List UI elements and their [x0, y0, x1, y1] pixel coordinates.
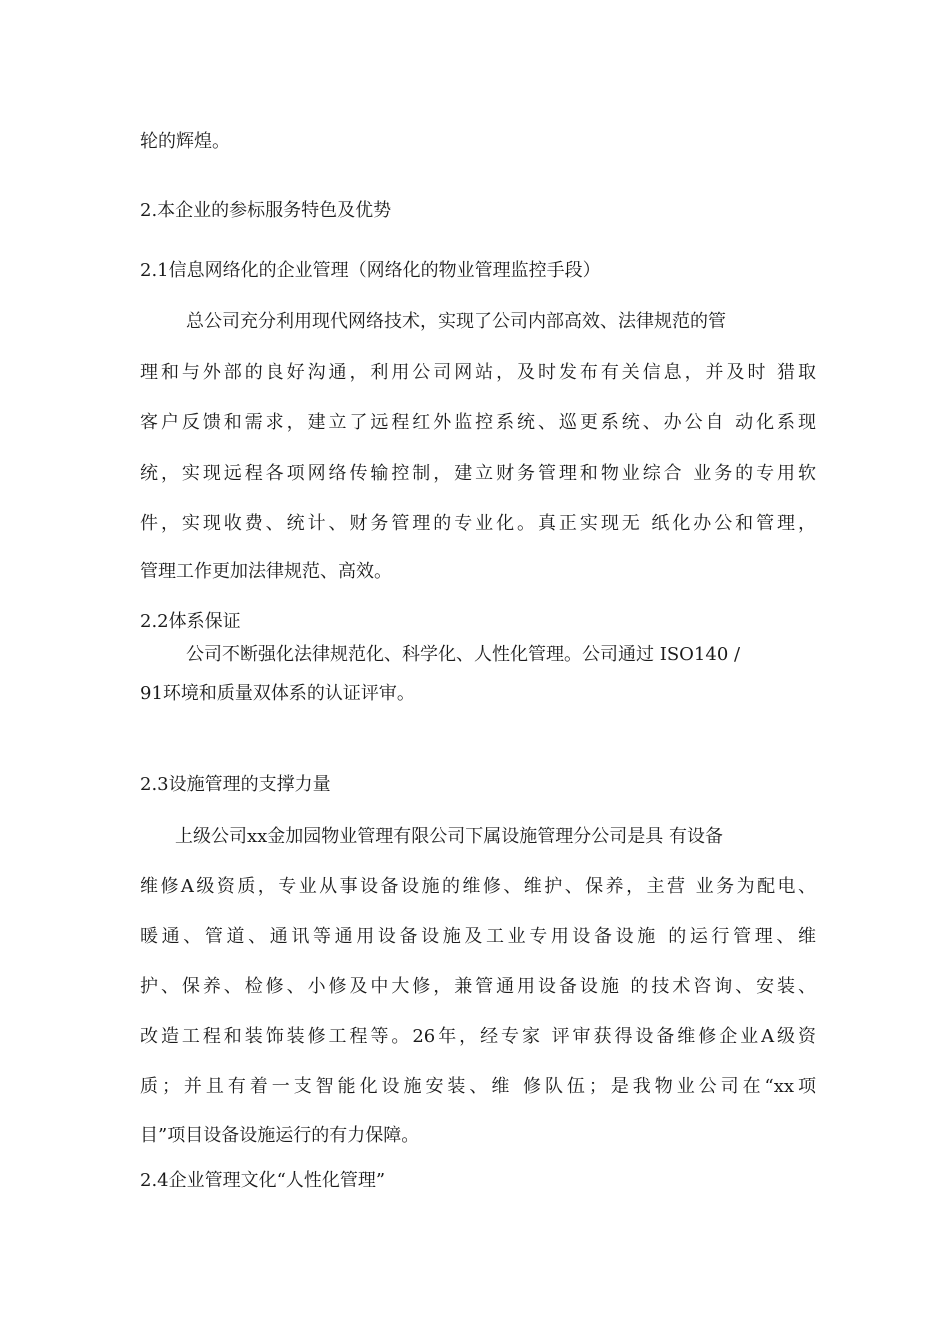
paragraph-line: 护、保养、检修、小修及中大修，兼管通用设备设施 的技术咨询、安装、 [140, 976, 816, 997]
paragraph-line: 总公司充分利用现代网络技术，实现了公司内部高效、法律规范的管 [186, 311, 726, 332]
paragraph-line: 管理工作更加法律规范、高效。 [140, 561, 392, 582]
section-heading-2-3: 2.3设施管理的支撑力量 [140, 774, 331, 795]
paragraph-line: 理和与外部的良好沟通，利用公司网站，及时发布有关信息，并及时 猎取 [140, 362, 816, 383]
paragraph-line: 91环境和质量双体系的认证评审。 [140, 683, 415, 704]
paragraph-line: 客户反馈和需求，建立了远程红外监控系统、巡更系统、办公自 动化系现 [140, 412, 816, 433]
paragraph-line: 暖通、管道、通讯等通用设备设施及工业专用设备设施 的运行管理、维 [140, 926, 816, 947]
paragraph-line: 上级公司xx金加园物业管理有限公司下属设施管理分公司是具 有设备 [175, 826, 724, 847]
section-heading-2-2: 2.2体系保证 [140, 611, 241, 632]
section-heading-2-1: 2.1信息网络化的企业管理（网络化的物业管理监控手段） [140, 260, 601, 281]
paragraph-line: 目”项目设备设施运行的有力保障。 [140, 1125, 420, 1146]
paragraph-line: 公司不断强化法律规范化、科学化、人性化管理。公司通过 ISO140 / [186, 644, 741, 665]
paragraph-line: 改造工程和装饰装修工程等。26年，经专家 评审获得设备维修企业A级资 [140, 1026, 816, 1047]
paragraph-line: 维修A级资质，专业从事设备设施的维修、维护、保养，主营 业务为配电、 [140, 876, 816, 897]
text-line: 轮的辉煌。 [140, 131, 230, 152]
paragraph-line: 件，实现收费、统计、财务管理的专业化。真正实现无 纸化办公和管理， [140, 513, 816, 534]
section-heading-2: 2.本企业的参标服务特色及优势 [140, 200, 392, 221]
section-heading-2-4: 2.4企业管理文化“人性化管理” [140, 1170, 386, 1191]
paragraph-line: 统，实现远程各项网络传输控制，建立财务管理和物业综合 业务的专用软 [140, 463, 816, 484]
paragraph-line: 质；并且有着一支智能化设施安装、维 修队伍；是我物业公司在“xx项 [140, 1076, 816, 1097]
